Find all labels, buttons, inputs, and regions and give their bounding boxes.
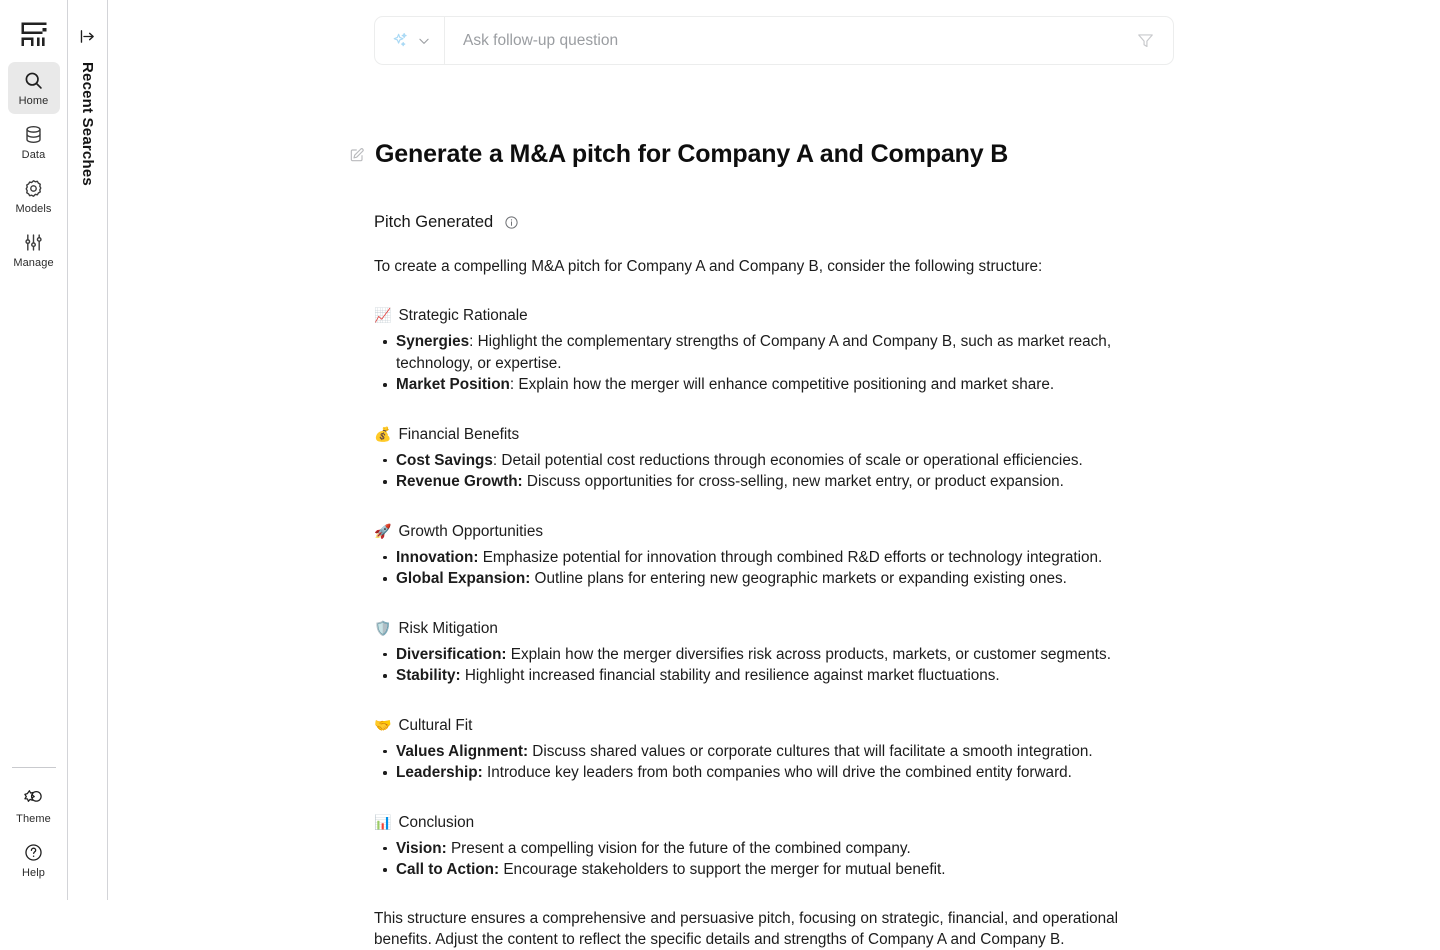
answer-section-title: Risk Mitigation [398, 619, 498, 637]
answer-bullet-list [374, 838, 1144, 881]
answer-bullet-item [374, 741, 1144, 763]
answer-bullet-item [374, 547, 1144, 569]
bullet-term: Stability: [396, 667, 461, 684]
answer-section-title: Cultural Fit [398, 716, 473, 734]
answer-section [374, 521, 1144, 590]
answer-section-title: Financial Benefits [398, 425, 520, 443]
sidebar-item-manage[interactable] [8, 224, 60, 276]
sidebar-nav-list [0, 62, 67, 278]
bullet-text: Outline plans for entering new geographic markets or expanding existing ones. [534, 570, 1067, 587]
answer-section-header [374, 521, 1144, 542]
followup-question-input[interactable] [445, 17, 1130, 64]
answer-sections [374, 305, 1144, 881]
answer-bullet-item [374, 859, 1144, 881]
answer-section-title: Strategic Rationale [398, 307, 528, 324]
bullet-text: Emphasize potential for innovation through combined R&D efforts or technology integration. [482, 548, 1103, 566]
answer-section [374, 715, 1144, 784]
bullet-text: Discuss opportunities for cross-selling, new market entry, or product expansion. [526, 473, 1064, 490]
sparkles-icon [391, 31, 410, 50]
chart-increasing-emoji: 📈 [374, 307, 392, 323]
answer-bullet-item [374, 471, 1144, 493]
answer-section [374, 305, 1144, 396]
bullet-text: Encourage stakeholders to support the merger for mutual benefit. [503, 861, 946, 878]
bullet-text: Discuss shared values or corporate cultures that will facilitate a smooth integration. [532, 742, 1093, 760]
expand-panel-icon[interactable] [76, 24, 100, 48]
answer-bullet-item [374, 568, 1144, 590]
sidebar-item-label: Home [18, 94, 49, 107]
followup-ask-bar [374, 16, 1174, 65]
answer-bullet-list [374, 331, 1144, 396]
bullet-term: Global Expansion: [396, 570, 531, 587]
question-circle-icon [23, 841, 44, 864]
answer-section [374, 424, 1144, 493]
answer-bullet-list [374, 741, 1144, 784]
answer-section-header [374, 424, 1144, 445]
answer-section [374, 618, 1144, 687]
rocket-emoji: 🚀 [374, 522, 392, 539]
answer-bullet-item [374, 838, 1144, 860]
answer-bullet-list [374, 644, 1144, 687]
sidebar-item-label: Models [15, 202, 52, 215]
bullet-text: Highlight increased financial stability and resilience against market fluctuations. [464, 667, 1000, 684]
shield-emoji: 🛡️ [374, 619, 392, 636]
handshake-emoji: 🤝 [374, 716, 392, 733]
sidebar-item-label: Help [21, 866, 46, 879]
edit-pencil-icon[interactable] [348, 147, 365, 164]
page-title-row [348, 139, 1174, 169]
sidebar-item-label: Data [21, 148, 46, 161]
money-bag-emoji: 💰 [374, 425, 392, 442]
intro-paragraph: To create a compelling M&A pitch for Company A and Company B, consider the following structure: [374, 258, 1043, 275]
closing-paragraph: This structure ensures a comprehensive and persuasive pitch, focusing on strategic, financial, and operational benefits. Adjust the content to reflect the specific details and strengths of Company A and Company B. [374, 909, 1119, 948]
bullet-term: Vision: [396, 839, 447, 857]
answer-section-header [374, 715, 1144, 736]
content-column [374, 0, 1174, 950]
answer-bullet-item: Market Position: Explain how the merger will enhance competitive positioning and market share. [374, 374, 1144, 396]
bullet-text: Explain how the merger will enhance competitive positioning and market share. [518, 376, 1055, 393]
filter-funnel-icon[interactable] [1130, 31, 1173, 50]
answer-section-title: Growth Opportunities [398, 522, 543, 540]
answer-section [374, 812, 1144, 881]
bullet-text: Explain how the merger diversifies risk across products, markets, or customer segments. [510, 645, 1111, 663]
gear-icon [23, 177, 44, 200]
bullet-term: Synergies [396, 333, 470, 350]
chevron-down-icon [417, 34, 431, 48]
answer-bullet-item: Synergies: Highlight the complementary strengths of Company A and Company B, such as market reach, technology, or expertise. [374, 331, 1144, 374]
answer-section-title: Conclusion [398, 813, 475, 831]
answer-bullet-item [374, 665, 1144, 687]
sidebar-item-theme[interactable] [8, 780, 60, 832]
bullet-term: Call to Action: [396, 861, 500, 878]
sidebar-item-models[interactable] [8, 170, 60, 222]
bullet-term: Innovation: [396, 548, 479, 566]
database-icon [23, 123, 44, 146]
sidebar-item-help[interactable] [8, 834, 60, 886]
answer-body [374, 256, 1144, 950]
section-heading-row [374, 212, 1174, 232]
sidebar-divider [12, 767, 56, 768]
section-heading: Pitch Generated [374, 213, 494, 231]
sidebar-bottom-group [0, 767, 67, 888]
bar-chart-emoji: 📊 [374, 813, 392, 830]
sidebar-item-label: Manage [13, 256, 54, 269]
sliders-icon [23, 231, 44, 254]
recent-searches-label[interactable]: Recent Searches [79, 62, 96, 186]
sidebar-item-label: Theme [16, 812, 51, 825]
sidebar-item-home[interactable] [8, 62, 60, 114]
theme-sun-moon-icon [22, 787, 45, 810]
search-icon [23, 69, 44, 92]
bullet-text: Present a compelling vision for the future of the combined company. [450, 839, 911, 857]
bullet-text: Detail potential cost reductions through economies of scale or operational efficiencies. [501, 451, 1083, 469]
bullet-term: Market Position [396, 376, 510, 393]
bullet-term: Leadership: [396, 764, 483, 781]
app-logo-icon[interactable] [12, 12, 56, 56]
answer-section-header [374, 618, 1144, 639]
answer-bullet-item: Cost Savings: Detail potential cost reductions through economies of scale or operational efficiencies. [374, 450, 1144, 472]
answer-bullet-item [374, 644, 1144, 666]
bullet-term: Revenue Growth: [396, 473, 523, 490]
primary-sidebar [0, 0, 68, 900]
bullet-text: Introduce key leaders from both companies who will drive the combined entity forward. [486, 764, 1072, 781]
bullet-term: Values Alignment: [396, 742, 529, 760]
bullet-term: Cost Savings [396, 451, 493, 469]
info-circle-icon[interactable] [504, 215, 519, 230]
recent-searches-drawer [68, 0, 108, 900]
page-title: Generate a M&A pitch for Company A and Company B [375, 140, 1009, 168]
bullet-term: Diversification: [396, 645, 507, 663]
main-content [108, 0, 1440, 948]
answer-section-header [374, 812, 1144, 833]
answer-bullet-item [374, 762, 1144, 784]
ai-mode-selector[interactable] [375, 17, 445, 64]
sidebar-item-data[interactable] [8, 116, 60, 168]
answer-bullet-list [374, 547, 1144, 590]
bullet-text: Highlight the complementary strengths of Company A and Company B, such as market reach, technology, or expertise. [396, 333, 1112, 372]
answer-bullet-list [374, 450, 1144, 493]
answer-section-header [374, 305, 1144, 326]
